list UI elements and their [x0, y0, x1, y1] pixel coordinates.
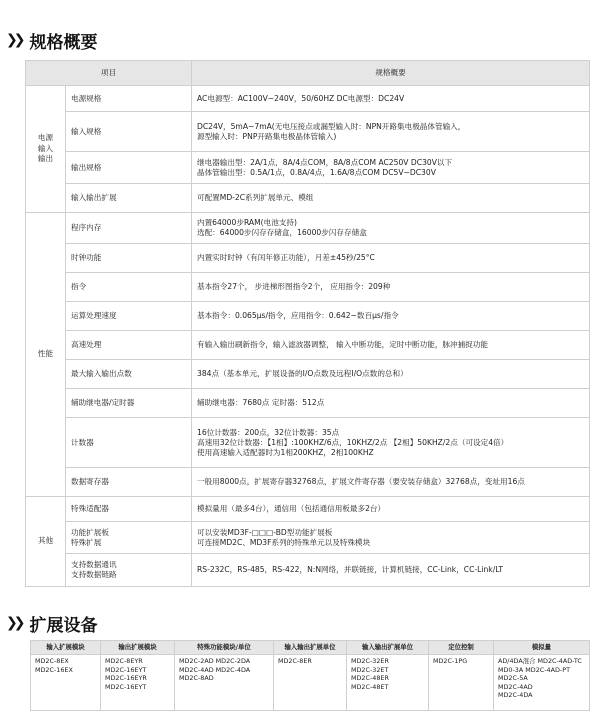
group-performance: 性能 — [26, 213, 66, 497]
spec-header-row — [26, 61, 590, 86]
row-value: 可配置MD-2C系列扩展单元、模组 — [192, 184, 590, 213]
table-row — [26, 468, 590, 497]
table-row — [26, 522, 590, 554]
spec-section-title: 规格概要 — [29, 32, 98, 53]
row-value: 内置实时时钟（有闰年修正功能），月差±45秒/25°C — [192, 244, 590, 273]
ext-cell: AD/4DA混合 MD2C-4AD-TC MD0-3A MD2C-4AD-PT MD2C-5A MD2C-4AD MD2C-4DA — [494, 655, 590, 711]
ext-table — [30, 640, 590, 711]
double-chevron-icon: ❯❯ — [6, 32, 22, 48]
row-item: 计数器 — [66, 418, 192, 468]
spec-header-item: 项目 — [26, 61, 192, 86]
ext-cell: MD2C-2AD MD2C-2DA MD2C-4AD MD2C-4DA MD2C-8AD — [175, 655, 274, 711]
table-row — [26, 497, 590, 522]
row-value: 16位计数器：200点，32位计数器：35点 高速用32位计数器：【1相】:100KHZ/6点，10KHZ/2点 【2相】50KHZ/2点（可设定4倍） 使用高速输入适配器时为1相200KHZ，2相100KHZ — [192, 418, 590, 468]
table-row — [26, 418, 590, 468]
ext-header-row — [31, 641, 590, 655]
table-row — [26, 554, 590, 587]
ext-section-header — [6, 612, 97, 634]
table-row — [26, 389, 590, 418]
double-chevron-icon: ❯❯ — [6, 615, 22, 631]
table-row — [26, 273, 590, 302]
ext-section-title: 扩展设备 — [29, 615, 98, 636]
row-value: 内置64000步RAM(电池支持) 选配：64000步闪存存储盒，16000步闪存存储盒 — [192, 213, 590, 244]
row-item: 程序内存 — [66, 213, 192, 244]
row-value: 可以安装MD3F-□□□-BD型功能扩展板 可连接MD2C、MD3F系列的特殊单元以及特殊模块 — [192, 522, 590, 554]
ext-header-cell: 模拟量 — [494, 641, 590, 655]
spec-table — [25, 60, 590, 587]
row-value: DC24V，5mA~7mA(无电压接点或漏型输入时：NPN开路集电极晶体管输入， 源型输入时：PNP开路集电极晶体管输入) — [192, 112, 590, 152]
table-row — [26, 244, 590, 273]
row-item: 支持数据通讯 支持数据链路 — [66, 554, 192, 587]
row-item: 最大输入输出点数 — [66, 360, 192, 389]
table-row — [26, 184, 590, 213]
ext-cell: MD2C-8EYR MD2C-16EYT MD2C-16EYR MD2C-16EYT — [101, 655, 175, 711]
row-item: 输入规格 — [66, 112, 192, 152]
row-item: 指令 — [66, 273, 192, 302]
row-value: 基本指令27个， 步进梯形图指令2个， 应用指令：209种 — [192, 273, 590, 302]
row-value: 基本指令：0.065μs/指令，应用指令：0.642~数百μs/指令 — [192, 302, 590, 331]
row-item: 高速处理 — [66, 331, 192, 360]
row-item: 数据寄存器 — [66, 468, 192, 497]
ext-header-cell: 输入输出扩展单位 — [347, 641, 429, 655]
table-row — [26, 86, 590, 112]
table-row — [26, 213, 590, 244]
table-row — [26, 302, 590, 331]
row-value: 一般用8000点，扩展寄存器32768点，扩展文件寄存器（要安装存储盒）32768点，变址用16点 — [192, 468, 590, 497]
row-item: 输入输出扩展 — [66, 184, 192, 213]
ext-header-cell: 输入扩展模块 — [31, 641, 101, 655]
ext-header-cell: 定位控制 — [429, 641, 494, 655]
table-row — [26, 112, 590, 152]
row-value: 384点（基本单元，扩展设备的I/O点数及远程I/O点数的总和） — [192, 360, 590, 389]
row-item: 功能扩展板 特殊扩展 — [66, 522, 192, 554]
row-item: 电源规格 — [66, 86, 192, 112]
table-row — [26, 360, 590, 389]
row-item: 辅助继电器/定时器 — [66, 389, 192, 418]
row-item: 输出规格 — [66, 152, 192, 184]
row-value: RS-232C，RS-485，RS-422，N:N网络，并联链接，计算机链接，CC-Link，CC-Link/LT — [192, 554, 590, 587]
table-row — [31, 655, 590, 711]
ext-header-cell: 输出扩展模块 — [101, 641, 175, 655]
row-value: 模拟量用（最多4台），通信用（包括通信用板最多2台） — [192, 497, 590, 522]
group-io: 电源输入输出 — [26, 86, 66, 213]
table-row — [26, 152, 590, 184]
group-other: 其他 — [26, 497, 66, 587]
ext-cell: MD2C-32ER MD2C-32ET MD2C-48ER MD2C-48ET — [347, 655, 429, 711]
row-value: 有输入输出刷新指令，输入滤波器调整， 输入中断功能，定时中断功能，脉冲捕捉功能 — [192, 331, 590, 360]
row-value: 辅助继电器：7680点 定时器：512点 — [192, 389, 590, 418]
row-item: 时钟功能 — [66, 244, 192, 273]
ext-header-cell: 特殊功能模块/单位 — [175, 641, 274, 655]
row-value: 继电器输出型：2A/1点，8A/4点COM，8A/8点COM AC250V DC30V以下 晶体管输出型：0.5A/1点，0.8A/4点，1.6A/8点COM DC5V~DC30V — [192, 152, 590, 184]
spec-section-header — [6, 29, 97, 51]
ext-cell: MD2C-8ER — [274, 655, 347, 711]
ext-cell: MD2C-1PG — [429, 655, 494, 711]
table-row — [26, 331, 590, 360]
row-item: 运算处理速度 — [66, 302, 192, 331]
ext-header-cell: 输入输出扩展单位 — [274, 641, 347, 655]
row-value: AC电源型：AC100V~240V，50/60HZ DC电源型：DC24V — [192, 86, 590, 112]
ext-cell: MD2C-8EX MD2C-16EX — [31, 655, 101, 711]
spec-header-summary: 规格概要 — [192, 61, 590, 86]
row-item: 特殊适配器 — [66, 497, 192, 522]
